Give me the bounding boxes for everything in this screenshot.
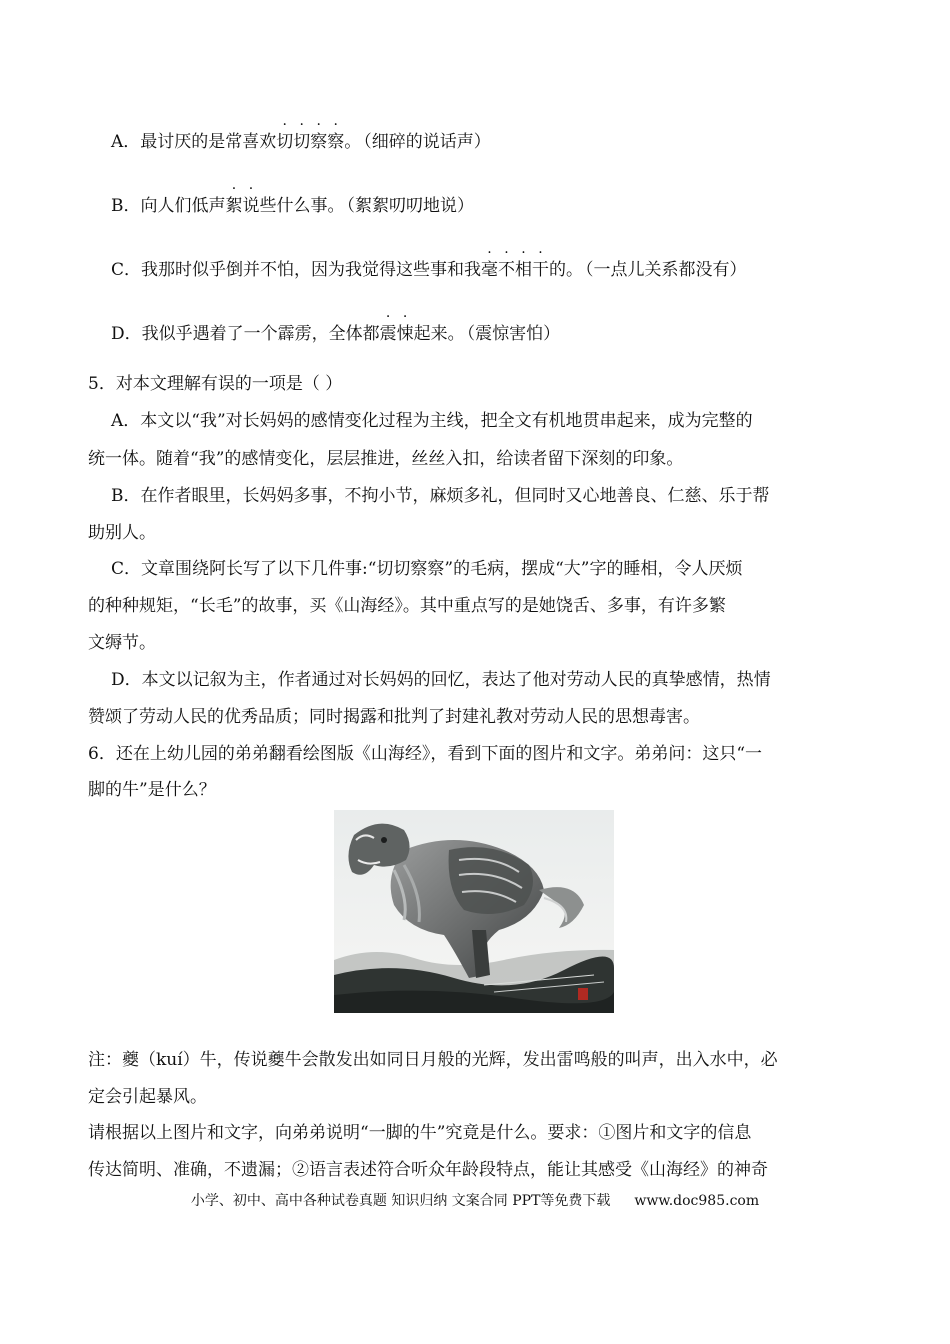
- dotted-char: 震: [379, 324, 397, 344]
- q4-option-c: [111, 259, 747, 281]
- option-text-after: 起来。: [413, 324, 465, 344]
- q5-option-b-line2: 助别人。: [88, 523, 156, 543]
- option-text: 最讨厌的是常喜欢: [140, 132, 277, 152]
- footer-text: 小学、初中、高中各种试卷真题 知识归纳 文案合同 PPT等免费下载: [190, 1193, 611, 1209]
- option-note: （细碎的说话声）: [363, 132, 491, 152]
- option-label: C．: [111, 260, 142, 280]
- option-text-after: 些什么事。: [259, 196, 345, 216]
- q6-stem-line1: 6．还在上幼儿园的弟弟翻看绘图版《山海经》，看到下面的图片和文字。弟弟问：这只“一: [88, 744, 763, 764]
- q6-requirement-line2: 传达简明、准确，不遗漏；②语言表述符合听众年龄段特点，能让其感受《山海经》的神奇: [88, 1160, 768, 1180]
- option-text: 我那时似乎倒并不怕，因为我觉得这些事和我: [141, 260, 482, 280]
- option-note: （震惊害怕）: [466, 324, 561, 344]
- q6-note-line1: 注：夔（kuí）牛，传说夔牛会散发出如同日月般的光辉，发出雷鸣般的叫声，出入水中，必: [88, 1050, 778, 1070]
- q5-option-d-line2: 赞颂了劳动人民的优秀品质；同时揭露和批判了封建礼教对劳动人民的思想毒害。: [88, 707, 700, 727]
- q4-option-b: [111, 195, 474, 217]
- option-text-after: 。: [344, 132, 362, 152]
- q5-option-b-line1: B．在作者眼里，长妈妈多事，不拘小节，麻烦多礼，但同时又心地善良、仁慈、乐于帮: [111, 486, 770, 506]
- option-text: 我似乎遇着了一个霹雳，全体都: [141, 324, 380, 344]
- q6-stem-line2: 脚的牛”是什么？: [88, 780, 216, 800]
- option-note: （絮絮叨叨地说）: [346, 196, 474, 216]
- dotted-char: 说: [242, 196, 260, 216]
- q4-option-a: [111, 131, 491, 153]
- dotted-char: 相: [515, 260, 533, 280]
- dotted-char: 不: [498, 260, 516, 280]
- q5-option-d-line1: D．本文以记叙为主，作者通过对长妈妈的回忆，表达了他对劳动人民的真挚感情，热情: [111, 670, 771, 690]
- q6-note-line2: 定会引起暴风。: [88, 1087, 207, 1107]
- option-label: A．: [111, 132, 141, 152]
- option-label: D．: [111, 324, 142, 344]
- dotted-char: 察: [310, 132, 328, 152]
- dotted-char: 干: [532, 260, 550, 280]
- dotted-char: 毫: [481, 260, 499, 280]
- q5-option-c-line2: 的种种规矩，“长毛”的故事，买《山海经》。其中重点写的是她饶舌、多事，有许多繁: [88, 596, 726, 616]
- q5-option-a-line1: A．本文以“我”对长妈妈的感情变化过程为主线，把全文有机地贯串起来，成为完整的: [111, 411, 753, 431]
- kui-ox-drawing: [334, 810, 614, 1013]
- q5-stem: 5．对本文理解有误的一项是（ ）: [88, 374, 343, 394]
- q4-option-d: [111, 323, 560, 345]
- option-text-after: 的。: [549, 260, 584, 280]
- dotted-char: 切: [276, 132, 294, 152]
- footer-url[interactable]: www.doc985.com: [634, 1193, 760, 1209]
- q5-option-c-line3: 文缛节。: [88, 633, 156, 653]
- option-text: 向人们低声: [140, 196, 226, 216]
- option-label: B．: [111, 196, 141, 216]
- dotted-char: 切: [293, 132, 311, 152]
- page-footer: [0, 1192, 950, 1210]
- dotted-char: 絮: [225, 196, 243, 216]
- kui-ox-illustration: [334, 810, 614, 1013]
- option-note: （一点儿关系都没有）: [585, 260, 747, 280]
- q5-option-a-line2: 统一体。随着“我”的感情变化，层层推进，丝丝入扣，给读者留下深刻的印象。: [88, 449, 684, 469]
- dotted-char: 悚: [396, 324, 414, 344]
- q6-requirement-line1: 请根据以上图片和文字，向弟弟说明“一脚的牛”究竟是什么。要求：①图片和文字的信息: [88, 1123, 752, 1143]
- q5-option-c-line1: C．文章围绕阿长写了以下几件事:“切切察察”的毛病，摆成“大”字的睡相，令人厌烦: [111, 559, 743, 579]
- dotted-char: 察: [327, 132, 345, 152]
